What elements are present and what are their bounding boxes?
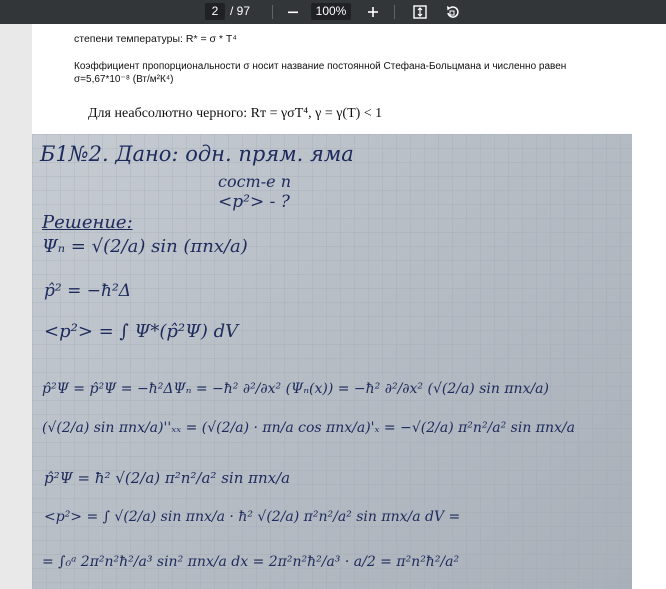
zoom-level-input[interactable]: 100% <box>311 3 351 20</box>
zoom-in-button[interactable] <box>363 2 383 22</box>
final-result-line: = ∫₀ᵃ 2π²n²ħ²/a³ sin² πnx/a dx = 2π²n²ħ²/a³ · a/2 = π²n²ħ²/a² <box>42 554 460 570</box>
stefan-boltzmann-paragraph: Коэффициент пропорциональности σ носит название постоянной Стефана-Больцмана и численно равен σ=5,67*10⁻⁸ (Вт/м²К⁴) <box>74 61 567 85</box>
find-label: <p²> - ? <box>218 192 290 212</box>
clipped-text-line: степени температуры: R* = σ * T⁴ <box>74 33 237 45</box>
wavefunction-line: Ψₙ = √(2/a) sin (πnx/a) <box>42 236 248 257</box>
plus-icon <box>367 6 379 18</box>
grey-body-formula: Для неабсолютно черного: Rᴛ = γσT⁴, γ = γ(T) < 1 <box>88 106 383 121</box>
page-total-label: / 97 <box>230 4 251 18</box>
minus-icon <box>287 6 299 18</box>
zoom-out-button[interactable] <box>283 2 303 22</box>
solution-heading: Решение: <box>42 212 133 233</box>
pdf-page <box>32 24 666 589</box>
second-derivative-line: (√(2/a) sin πnx/a)''ₓₓ = (√(2/a) · πn/a cos πnx/a)'ₓ = −√(2/a) π²n²/a² sin πnx/a <box>42 420 575 436</box>
page-number-input[interactable]: 2 <box>205 3 225 20</box>
operator-action-line: p̂²Ψ = p̂²Ψ = −ħ²ΔΨₙ = −ħ² ∂²/∂x² (Ψₙ(x)) = −ħ² ∂²/∂x² (√(2/a) sin πnx/a) <box>42 381 549 397</box>
given-state: сост-е n <box>218 172 291 191</box>
toolbar-divider <box>272 5 273 19</box>
rotate-icon <box>445 5 459 19</box>
momentum-operator-line: p̂² = −ħ²Δ <box>44 281 132 301</box>
fit-to-page-button[interactable] <box>410 2 430 22</box>
problem-header: Б1№2. Дано: одн. прям. яма <box>40 142 354 166</box>
pdf-toolbar <box>0 0 666 24</box>
toolbar-divider <box>394 5 395 19</box>
fit-page-icon <box>413 5 427 19</box>
expectation-substitution-line: <p²> = ∫ √(2/a) sin πnx/a · ħ² √(2/a) π²n²/a² sin πnx/a dV = <box>44 509 461 525</box>
expectation-integral-line: <p²> = ∫ Ψ*(p̂²Ψ) dV <box>44 321 239 342</box>
rotate-button[interactable] <box>442 2 462 22</box>
operator-result-line: p̂²Ψ = ħ² √(2/a) π²n²/a² sin πnx/a <box>44 469 291 487</box>
handwritten-solution-photo <box>32 134 632 589</box>
